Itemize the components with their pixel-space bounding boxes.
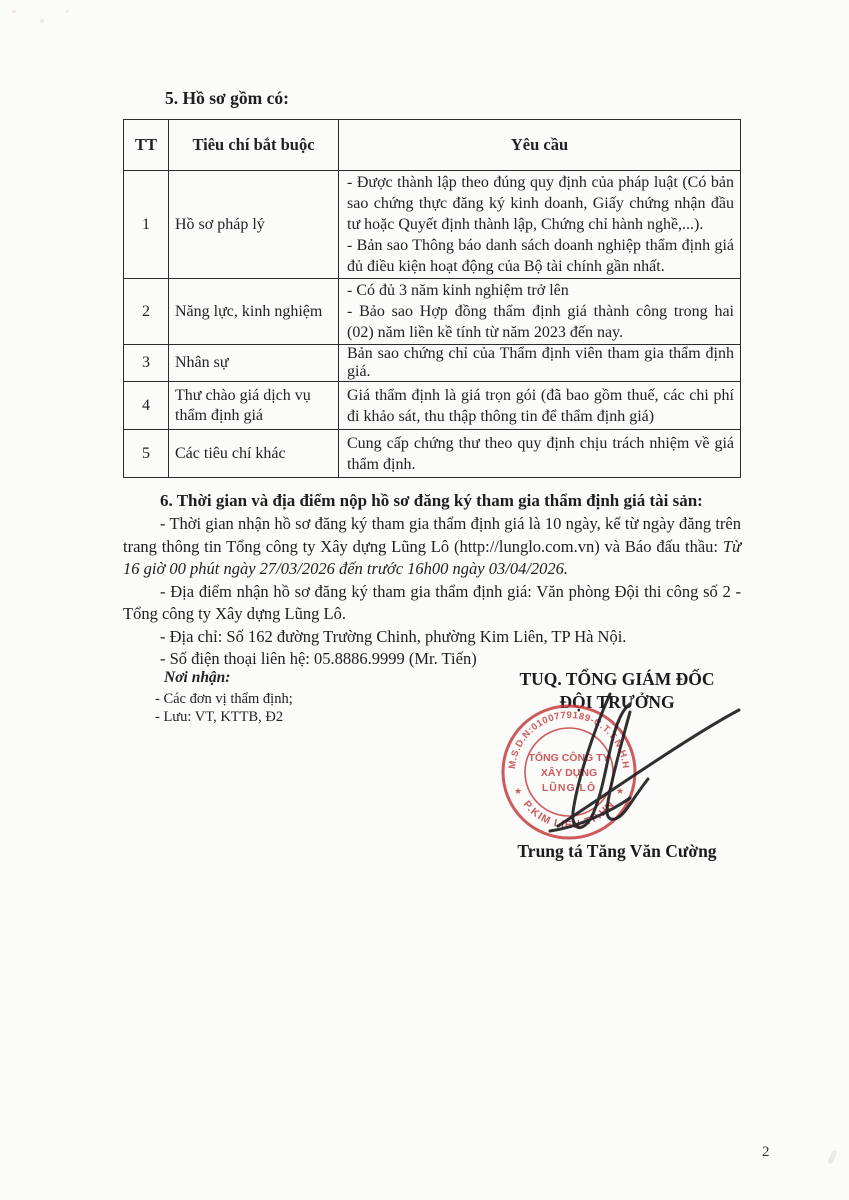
row-index: 3 xyxy=(124,345,169,382)
stamp-center-line2: XÂY DỰNG xyxy=(540,767,598,779)
row-criteria: Nhân sự xyxy=(169,345,339,382)
col-header-requirement: Yêu cầu xyxy=(339,120,741,171)
authority-line2: ĐỘI TRƯỞNG xyxy=(559,692,675,712)
row-index: 2 xyxy=(124,279,169,345)
row-criteria: Thư chào giá dịch vụ thẩm định giá xyxy=(169,382,339,430)
scan-speck xyxy=(12,10,16,13)
table-row xyxy=(124,430,741,478)
stamp-center-line1: TỔNG CÔNG TY xyxy=(528,752,610,764)
table-row xyxy=(124,279,741,345)
criteria-table xyxy=(123,119,741,478)
paragraph-time xyxy=(123,513,741,581)
row-requirement xyxy=(339,279,741,345)
row-requirement xyxy=(339,382,741,430)
row-requirement xyxy=(339,345,741,382)
row-criteria: Các tiêu chí khác xyxy=(169,430,339,478)
requirement-line: Bản sao chứng chỉ của Thẩm định viên tham gia thẩm định giá. xyxy=(347,345,734,380)
row-index: 4 xyxy=(124,382,169,430)
table-row xyxy=(124,345,741,382)
stamp-star-right: ★ xyxy=(616,786,625,796)
row-index: 1 xyxy=(124,171,169,279)
recipients-item: - Lưu: VT, KTTB, Đ2 xyxy=(155,709,284,725)
table-row xyxy=(124,171,741,279)
row-requirement xyxy=(339,171,741,279)
stamp-star-left: ★ xyxy=(514,786,523,796)
recipients-item: - Các đơn vị thẩm định; xyxy=(155,691,293,707)
col-header-tt: TT xyxy=(124,120,169,171)
paragraph-time-text: - Thời gian nhận hồ sơ đăng ký tham gia thẩm định giá là 10 ngày, kể từ ngày đăng trên trang thông tin Tổng công ty Xây dựng Lũng Lô (http://lunglo.com.vn) và Báo đấu thầu: xyxy=(123,514,741,556)
paragraph-address: - Địa chỉ: Số 162 đường Trường Chinh, phường Kim Liên, TP Hà Nội. xyxy=(160,626,627,646)
page-number: 2 xyxy=(762,1144,770,1160)
row-index: 5 xyxy=(124,430,169,478)
stamp-ring-text-bottom: P.KIM LIÊN-TP.HN xyxy=(520,798,618,832)
table-header-row xyxy=(124,120,741,171)
handwritten-signature xyxy=(460,640,760,870)
authority-line1: TUQ. TỔNG GIÁM ĐỐC xyxy=(519,669,715,689)
scan-speck xyxy=(40,19,44,23)
scan-speck xyxy=(827,1150,837,1165)
table-row xyxy=(124,382,741,430)
section6-heading: 6. Thời gian và địa điểm nộp hồ sơ đăng ký tham gia thẩm định giá tài sản: xyxy=(160,491,703,510)
row-requirement xyxy=(339,430,741,478)
requirement-line: - Được thành lập theo đúng quy định của pháp luật (Có bản sao chứng thực đăng ký kinh doanh, Giấy chứng nhận đầu tư hoặc Quyết định thành lập, Chứng chỉ hành nghề,...). xyxy=(347,174,734,233)
paragraph-location: - Địa điểm nhận hồ sơ đăng ký tham gia thẩm định giá: Văn phòng Đội thi công số 2 - Tổng công ty Xây dựng Lũng Lô. xyxy=(123,581,741,623)
stamp-ring-text-top: M.S.D.N:0100779189-C.T.T.N.H.H xyxy=(506,709,631,770)
signer-name: Trung tá Tăng Văn Cường xyxy=(517,841,717,861)
section5-heading: 5. Hồ sơ gồm có: xyxy=(165,88,289,108)
col-header-criteria: Tiêu chí bắt buộc xyxy=(169,120,339,171)
requirement-line: - Bản sao Thông báo danh sách doanh nghiệp thẩm định giá đủ điều kiện hoạt động của Bộ tài chính gần nhất. xyxy=(347,237,734,275)
document-body xyxy=(123,88,741,671)
scan-speck xyxy=(66,10,69,13)
stamp-center-line3: LŨNG LÔ xyxy=(541,782,597,794)
row-criteria: Hồ sơ pháp lý xyxy=(169,171,339,279)
recipients-block xyxy=(155,669,293,726)
requirement-line: Giá thẩm định là giá trọn gói (đã bao gồm thuế, các chi phí đi khảo sát, thu thập thông tin để thẩm định giá) xyxy=(347,386,734,425)
requirement-line: Cung cấp chứng thư theo quy định chịu trách nhiệm về giá thẩm định. xyxy=(347,434,734,473)
row-criteria: Năng lực, kinh nghiệm xyxy=(169,279,339,345)
requirement-line: - Bảo sao Hợp đồng thẩm định giá thành công trong hai (02) năm liền kề tính từ năm 2023 đến nay. xyxy=(347,303,734,341)
recipients-title: Nơi nhận: xyxy=(164,669,231,686)
paragraph-time-deadline: Từ 16 giờ 00 phút ngày 27/03/2026 đến trước 16h00 ngày 03/04/2026. xyxy=(123,536,741,578)
signature-icon xyxy=(460,640,760,870)
paragraph-phone: - Số điện thoại liên hệ: 05.8886.9999 (Mr. Tiến) xyxy=(160,649,477,668)
requirement-line: - Có đủ 3 năm kinh nghiệm trở lên xyxy=(347,282,569,299)
